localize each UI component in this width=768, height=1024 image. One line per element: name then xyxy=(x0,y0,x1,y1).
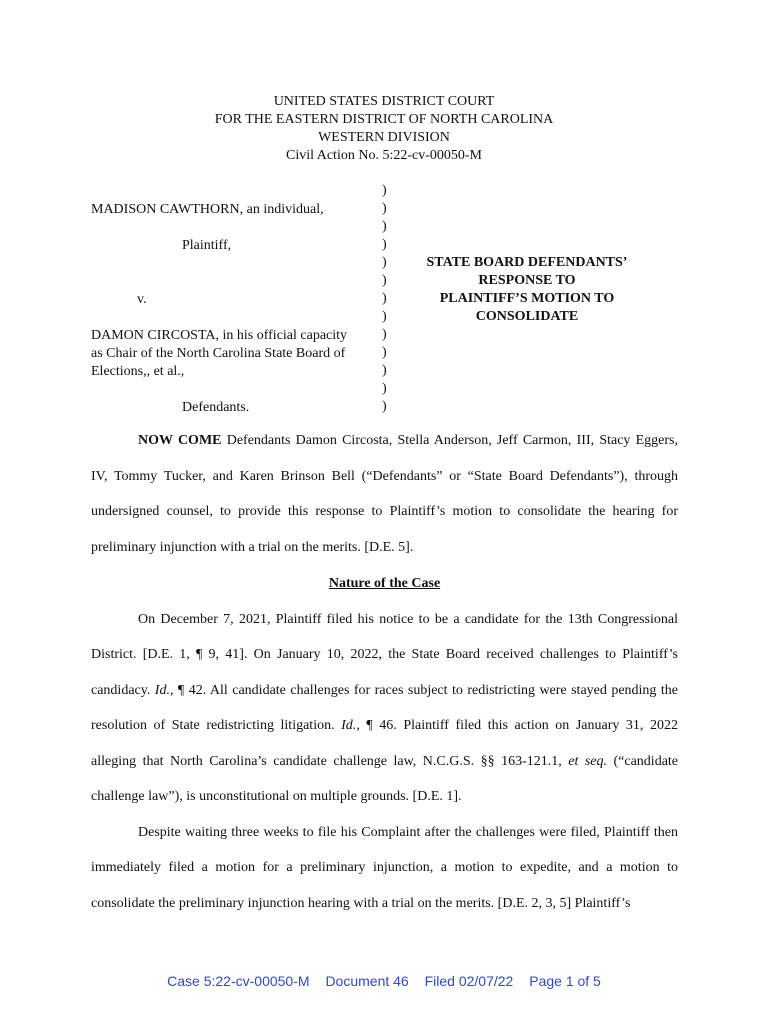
paragraph-2: Despite waiting three weeks to file his Complaint after the challenges were filed, Plaintiff then immediately filed a motion for a preliminary injunction, a motion to expedite, and a motion to consolidate the preliminary injunction hearing with a trial on the merits. [D.E. 2, 3, 5] Plaintiff’s xyxy=(91,824,678,911)
intro-section xyxy=(91,423,678,565)
footer-filed-date: Filed 02/07/22 xyxy=(424,973,514,989)
document-title-line-2: RESPONSE TO xyxy=(478,273,576,288)
caption-parenthesis-column xyxy=(382,182,394,416)
paragraph-1 xyxy=(91,602,678,815)
intro-paragraph xyxy=(91,423,678,565)
caption-paren: ) xyxy=(382,255,387,270)
caption-paren: ) xyxy=(382,399,387,414)
caption-paren: ) xyxy=(382,201,387,216)
document-title xyxy=(412,254,642,326)
defendant-line-3: Elections,, et al., xyxy=(91,364,185,379)
paragraph-1-text-a: On December 7, 2021, Plaintiff filed his notice to be a candidate for the 13th Congressional District. [D.E. 1, ¶ 9, 41]. On January 10, 2022, the State Board received challenges to Plaintiff’s candidacy. xyxy=(91,611,678,698)
intro-text: Defendants Damon Circosta, Stella Anderson, Jeff Carmon, III, Stacy Eggers, IV, Tommy Tucker, and Karen Brinson Bell (“Defendants” or “State Board Defendants”), through undersigned counsel, to provide this response to Plaintiff’s motion to consolidate the hearing for preliminary injunction with a trial on the merits. [D.E. 5]. xyxy=(91,433,679,555)
court-name: UNITED STATES DISTRICT COURT xyxy=(273,94,495,109)
section-heading: Nature of the Case xyxy=(328,576,441,591)
intro-bold-text: NOW COME xyxy=(138,433,222,448)
caption-paren: ) xyxy=(382,363,387,378)
court-division: WESTERN DIVISION xyxy=(318,130,450,145)
defendant-line-1: DAMON CIRCOSTA, in his official capacity xyxy=(91,328,348,343)
plaintiff-label: Plaintiff, xyxy=(182,238,232,253)
caption-paren: ) xyxy=(382,273,387,288)
court-district: FOR THE EASTERN DISTRICT OF NORTH CAROLINA xyxy=(214,112,554,127)
citation-et-seq: et seq. xyxy=(568,753,608,769)
case-caption-parties xyxy=(91,201,381,417)
defendants-label: Defendants. xyxy=(182,400,250,415)
citation-id: Id. xyxy=(154,682,170,698)
court-filing-stamp xyxy=(0,973,768,989)
versus-label: v. xyxy=(137,292,147,307)
footer-case-number: Case 5:22-cv-00050-M xyxy=(167,973,310,989)
nature-of-case-section xyxy=(91,566,678,921)
caption-paren: ) xyxy=(382,183,387,198)
caption-paren: ) xyxy=(382,381,387,396)
citation-id: Id. xyxy=(341,718,357,733)
plaintiff-name: MADISON CAWTHORN, an individual, xyxy=(91,202,324,217)
caption-paren: ) xyxy=(382,237,387,252)
paragraph-1-text-c: , ¶ 46. Plaintiff filed this action on January 31, 2022 alleging that North Carolina’s candidate challenge law, N.C.G.S. §§ 163-121.1, xyxy=(91,718,678,769)
caption-paren: ) xyxy=(382,291,387,306)
document-title-line-1: STATE BOARD DEFENDANTS’ xyxy=(426,255,628,270)
caption-paren: ) xyxy=(382,219,387,234)
footer-document-number: Document 46 xyxy=(325,973,409,989)
defendant-line-2: as Chair of the North Carolina State Board of xyxy=(91,346,346,361)
caption-paren: ) xyxy=(382,327,387,342)
court-header xyxy=(0,93,768,165)
caption-paren: ) xyxy=(382,345,387,360)
footer-page-number: Page 1 of 5 xyxy=(529,973,601,989)
document-title-line-4: CONSOLIDATE xyxy=(475,309,579,324)
paragraph-1-text-b: , ¶ 42. All candidate challenges for races subject to redistricting were stayed pending the resolution of State redistricting litigation. xyxy=(91,682,678,733)
civil-action-number: Civil Action No. 5:22-cv-00050-M xyxy=(286,148,482,163)
document-title-line-3: PLAINTIFF’S MOTION TO xyxy=(439,291,615,306)
caption-paren: ) xyxy=(382,309,387,324)
paragraph-1-text-d: (“candidate challenge law”), is unconstitutional on multiple grounds. [D.E. 1]. xyxy=(91,753,679,804)
